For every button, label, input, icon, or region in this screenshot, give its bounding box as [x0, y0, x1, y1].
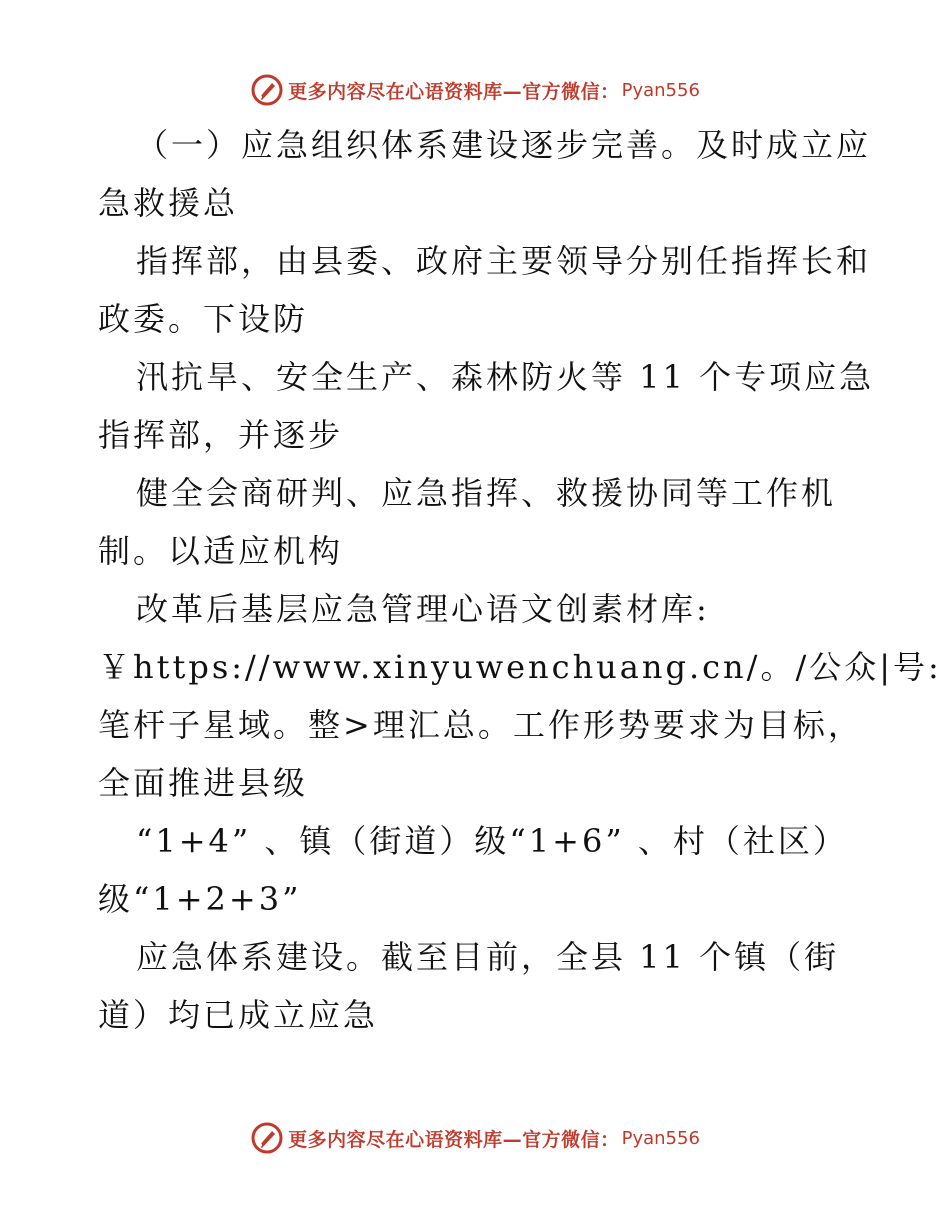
paragraph-7: 应急体系建设。截至目前，全县 11 个镇（街 道）均已成立应急 [98, 938, 840, 1034]
paragraph-4: 健全会商研判、应急指挥、救援协同等工作机 制。以适应机构 [98, 474, 837, 570]
paragraph-2: 指挥部，由县委、政府主要领导分别任指挥长和 政委。下设防 [98, 242, 872, 338]
paragraph-3: 汛抗旱、安全生产、森林防火等 11 个专项应急 指挥部，并逐步 [98, 358, 875, 454]
document-body [98, 116, 942, 1044]
paragraph-5: 改革后基层应急管理心语文创素材库: ￥https://www.xinyuwenchuang.cn/。/公众|号: 笔杆子星域。整>理汇总。工作形势要求为目标， 全面推进县级 [98, 590, 942, 802]
paragraph-1: （一）应急组织体系建设逐步完善。及时成立应 急救援总 [98, 126, 872, 222]
watermark-banner-top [0, 70, 950, 110]
banner-ad-text: 更多内容尽在心语资料库—官方微信： [288, 80, 620, 103]
pen-logo-icon [250, 1121, 284, 1155]
pen-logo-icon [250, 73, 284, 107]
paragraph-6: “1+4” 、镇（街道）级“1+6” 、村（社区） 级“1+2+3” [98, 822, 848, 918]
watermark-banner-bottom [0, 1118, 950, 1158]
banner-wechat-id: Pyan556 [621, 1127, 700, 1149]
banner-ad-text: 更多内容尽在心语资料库—官方微信： [288, 1128, 620, 1151]
banner-wechat-id: Pyan556 [621, 79, 700, 101]
